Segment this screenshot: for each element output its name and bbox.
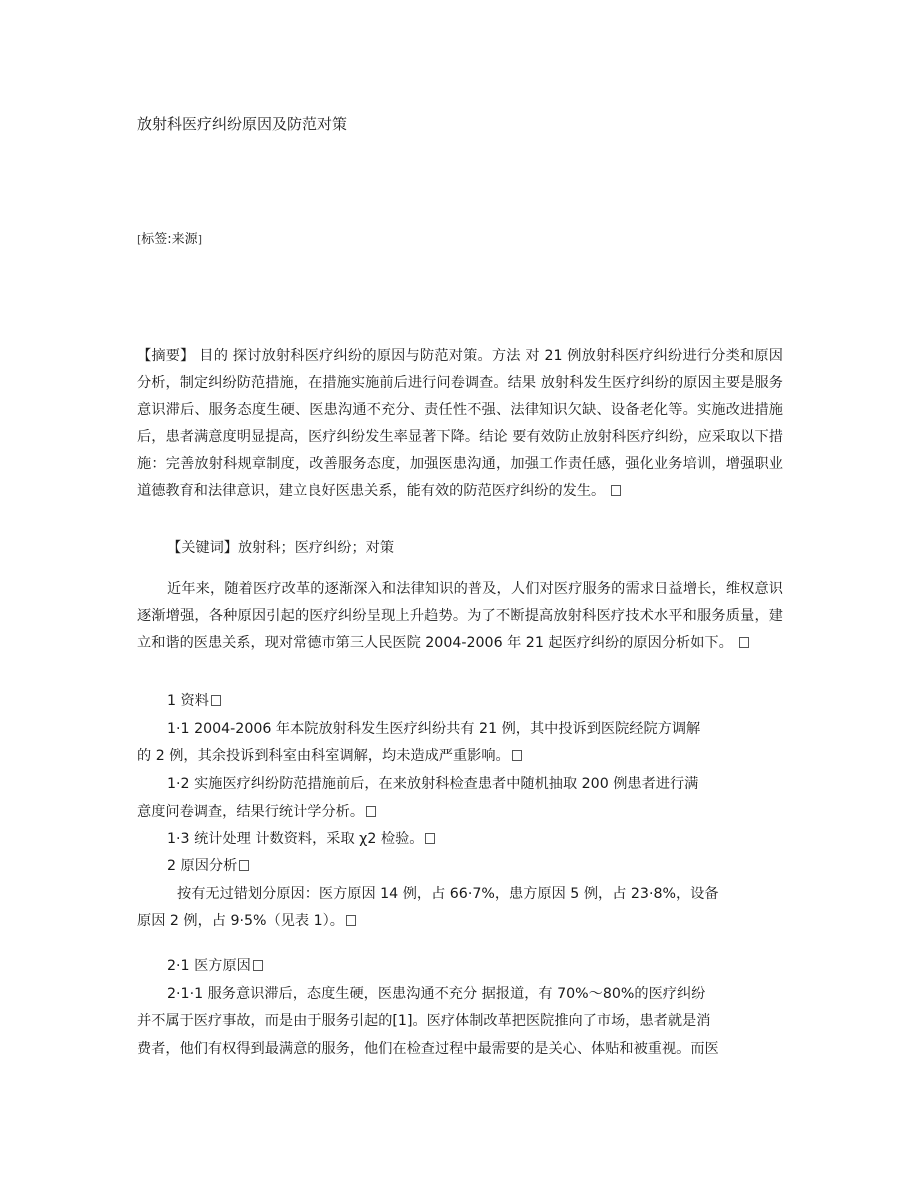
intro-text: 近年来，随着医疗改革的逐渐深入和法律知识的普及，人们对医疗服务的需求日益增长，维权意识逐渐增强，各种原因引起的医疗纠纷呈现上升趋势。为了不断提高放射科医疗技术水平和服务质量，建立和谐的医患关系，现对常德市第三人民医院 2004-2006 年 21 起医疗纠纷的原因分析如下。 [137, 581, 783, 651]
section-2-1-1-line-3: 费者，他们有权得到最满意的服务，他们在检查过程中最需要的是关心、体贴和被重视。而医 [137, 1041, 719, 1057]
abstract-paragraph [137, 343, 783, 505]
section-1-2-line-2: 意度问卷调查，结果行统计学分析。 [137, 799, 376, 826]
section-2-1-1-line-2: 并不属于医疗事故，而是由于服务引起的[1]。医疗体制改革把医院推向了市场，患者就是消 [137, 1013, 711, 1029]
placeholder-box-icon [739, 637, 749, 648]
intro-paragraph [137, 576, 783, 657]
section-2-1-1-line-1: 2·1·1 服务意识滞后，态度生硬，医患沟通不充分 据报道，有 70%～80%的医疗纠纷 [167, 986, 706, 1002]
keywords-paragraph [137, 535, 783, 562]
tags-bracket-open: [ [137, 233, 142, 246]
tags-label: 标签:来源 [141, 232, 198, 247]
placeholder-box-icon [253, 960, 263, 971]
placeholder-box-icon [611, 485, 621, 496]
placeholder-box-icon [366, 806, 376, 817]
tags-bracket-close: ] [197, 233, 202, 246]
section-1-2-line-1: 1·2 实施医疗纠纷防范措施前后，在来放射科检查患者中随机抽取 200 例患者进行满 [167, 776, 699, 792]
placeholder-box-icon [346, 915, 356, 926]
document-title: 放射科医疗纠纷原因及防范对策 [137, 115, 348, 133]
placeholder-box-icon [211, 695, 221, 706]
section-1-1-line-2: 的 2 例，其余投诉到科室由科室调解，均未造成严重影响。 [137, 743, 522, 770]
section-2-heading: 2 原因分析 [167, 853, 249, 880]
section-2-paragraph-line-1: 按有无过错划分原因：医方原因 14 例，占 66·7%，患方原因 5 例，占 23·8%，设备 [177, 886, 719, 902]
placeholder-box-icon [512, 750, 522, 761]
abstract-text: 【摘要】 目的 探讨放射科医疗纠纷的原因与防范对策。方法 对 21 例放射科医疗纠纷进行分类和原因分析，制定纠纷防范措施，在措施实施前后进行问卷调查。结果 放射科发生医疗纠纷的原因主要是服务意识滞后、服务态度生硬、医患沟通不充分、责任性不强、法律知识欠缺、设备老化等。实施改进措施后，患者满意度明显提高，医疗纠纷发生率显著下降。结论 要有效防止放射科医疗纠纷，应采取以下措施：完善放射科规章制度，改善服务态度，加强医患沟通，加强工作责任感，强化业务培训，增强职业道德教育和法律意识，建立良好医患关系，能有效的防范医疗纠纷的发生。 [137, 348, 783, 499]
section-1-heading: 1 资料 [167, 688, 221, 715]
tags-line [137, 229, 202, 251]
placeholder-box-icon [239, 860, 249, 871]
section-2-paragraph-line-2: 原因 2 例，占 9·5%（见表 1）。 [137, 908, 356, 935]
section-1-3: 1·3 统计处理 计数资料，采取 χ2 检验。 [167, 826, 435, 853]
placeholder-box-icon [425, 833, 435, 844]
section-1-1-line-1: 1·1 2004-2006 年本院放射科发生医疗纠纷共有 21 例，其中投诉到医院经院方调解 [167, 721, 701, 737]
section-2-1-heading: 2·1 医方原因 [167, 953, 263, 980]
keywords-text: 【关键词】放射科；医疗纠纷；对策 [167, 540, 395, 556]
